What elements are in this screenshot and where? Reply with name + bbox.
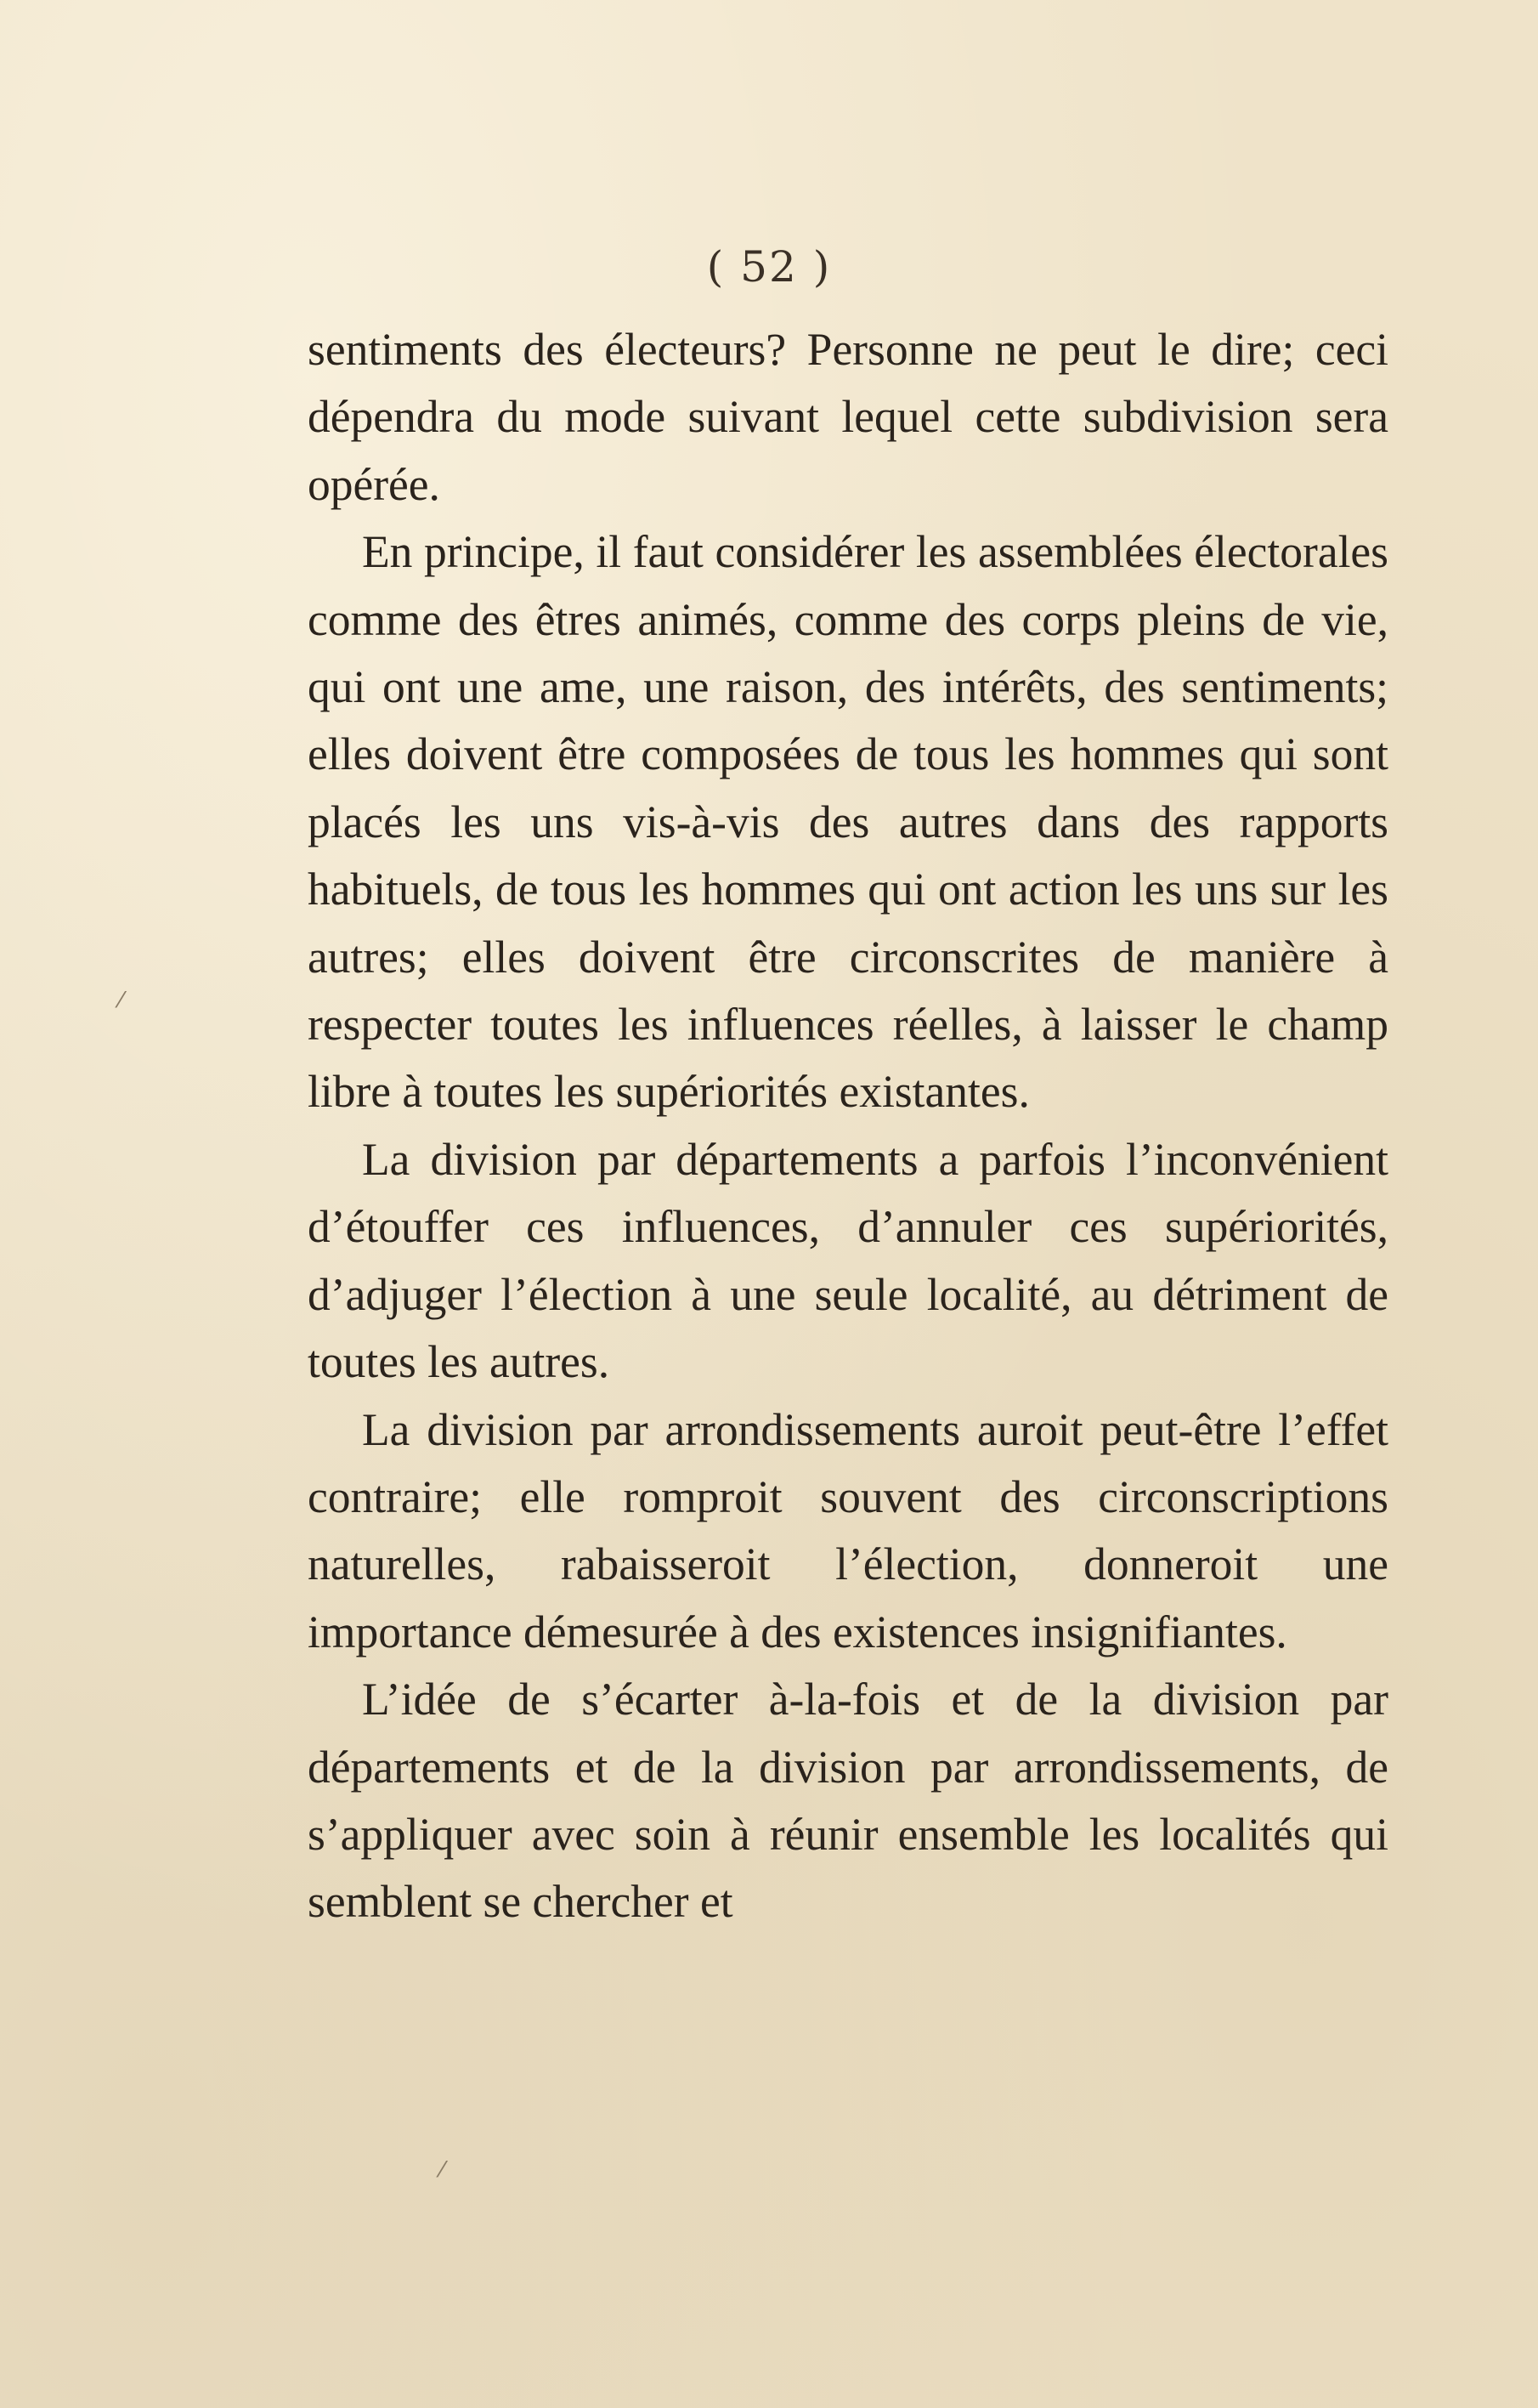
page-number: ( 52 ) bbox=[706, 242, 832, 292]
pencil-mark-bottom: ⁄ bbox=[440, 2157, 444, 2183]
paragraph-3: La division par départements a parfois l’inconvénient d’étouffer ces influences, d’annuler ces supériorités, d’adjuger l’élection à une seule localité, au détriment de toutes les autres. bbox=[308, 1133, 1388, 1388]
paragraph-1: sentiments des électeurs? Personne ne peut le dire; ceci dépendra du mode suivant lequel cette subdivision sera opérée. bbox=[308, 324, 1388, 510]
pencil-mark: ⁄ bbox=[119, 988, 123, 1013]
paragraph-2: En principe, il faut considérer les assemblées électorales comme des êtres animés, comme des corps pleins de vie, qui ont une ame, une raison, des intérêts, des sentiments; elles doivent être composées de tous les hommes qui sont placés les uns vis-à-vis des autres dans des rapports habituels, de tous les hommes qui ont action les uns sur les autres; elles doivent être circonscrites de manière à respecter toutes les influences réelles, à laisser le champ libre à toutes les supériorités existantes. bbox=[308, 526, 1388, 1118]
paragraph-5: L’idée de s’écarter à-la-fois et de la division par départements et de la division par arrondissements, de s’appliquer avec soin à réunir ensemble les localités qui semblent se chercher et bbox=[308, 1674, 1388, 1928]
paragraph-4: La division par arrondissements auroit peut-être l’effet contraire; elle romproit souvent des circonscriptions naturelles, rabaisseroit l’élection, donneroit une importance démesurée à des existences insignifiantes. bbox=[308, 1403, 1388, 1657]
body-text bbox=[308, 316, 1388, 1936]
